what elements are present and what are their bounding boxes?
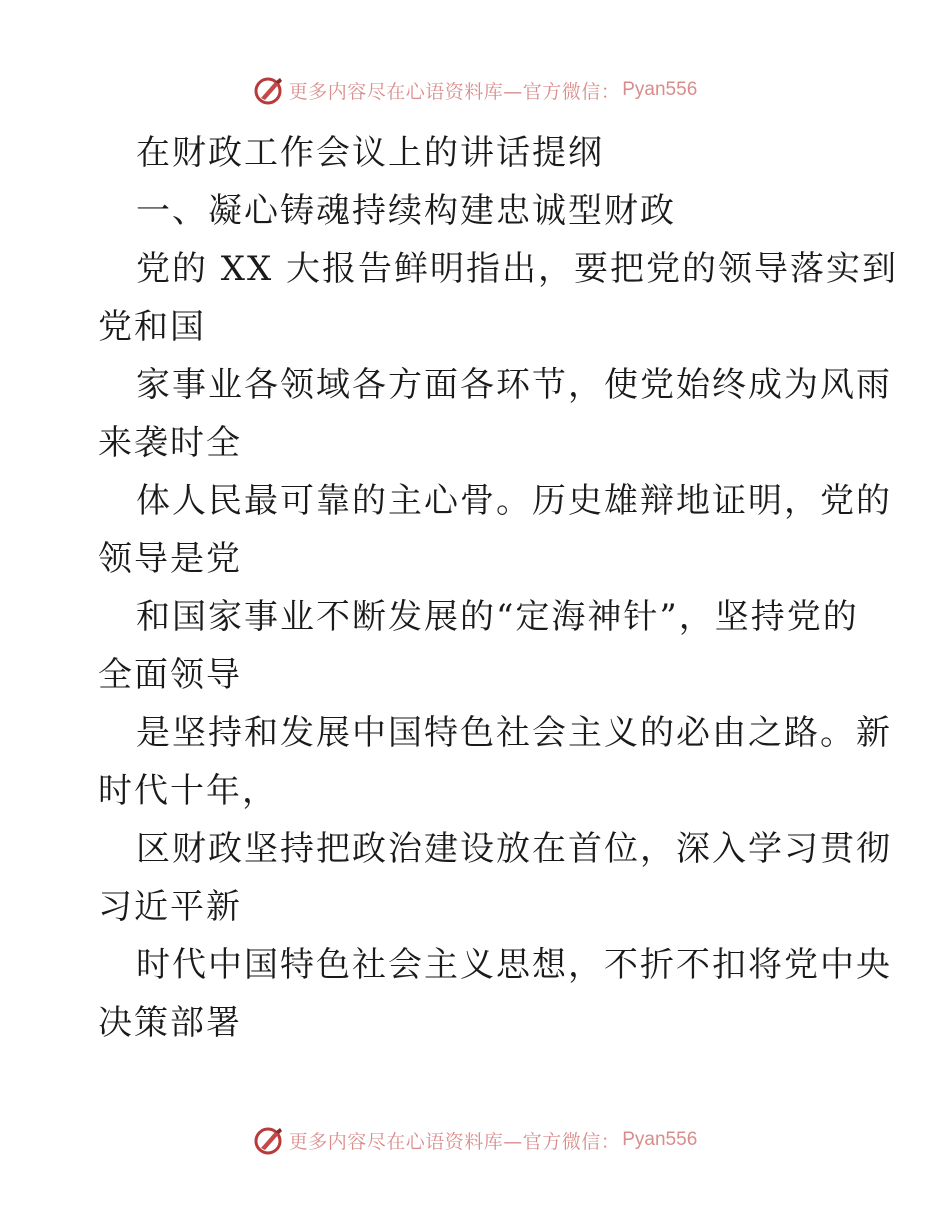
footer-watermark: [0, 1120, 950, 1160]
text-line: 决策部署: [98, 1003, 242, 1043]
text-line: 时代十年，: [98, 771, 278, 811]
header-watermark: [0, 70, 950, 110]
document-body: [98, 124, 899, 1052]
text-line: 是坚持和发展中国特色社会主义的必由之路。新: [136, 713, 892, 753]
document-title: 在财政工作会议上的讲话提纲: [136, 133, 604, 173]
text-line: 习近平新: [98, 887, 242, 927]
watermark-text: 更多内容尽在心语资料库—官方微信：: [288, 80, 621, 103]
text-line: 和国家事业不断发展的“定海神针”，坚持党的: [136, 597, 859, 637]
section-heading: 一、凝心铸魂持续构建忠诚型财政: [136, 191, 676, 231]
text-line: 党的 XX 大报告鲜明指出，要把党的领导落实到: [136, 249, 899, 289]
pen-circle-icon: [253, 74, 285, 106]
watermark-id: Pyan556: [622, 1129, 698, 1150]
text-line: 来袭时全: [98, 423, 242, 463]
watermark-id: Pyan556: [622, 79, 698, 100]
pen-circle-icon: [253, 1124, 285, 1156]
text-line: 体人民最可靠的主心骨。历史雄辩地证明，党的: [136, 481, 892, 521]
text-line: 全面领导: [98, 655, 242, 695]
text-line: 家事业各领域各方面各环节，使党始终成为风雨: [136, 365, 892, 405]
text-line: 领导是党: [98, 539, 242, 579]
text-line: 党和国: [98, 307, 206, 347]
watermark-text: 更多内容尽在心语资料库—官方微信：: [288, 1130, 621, 1153]
text-line: 区财政坚持把政治建设放在首位，深入学习贯彻: [136, 829, 892, 869]
text-line: 时代中国特色社会主义思想，不折不扣将党中央: [136, 945, 892, 985]
